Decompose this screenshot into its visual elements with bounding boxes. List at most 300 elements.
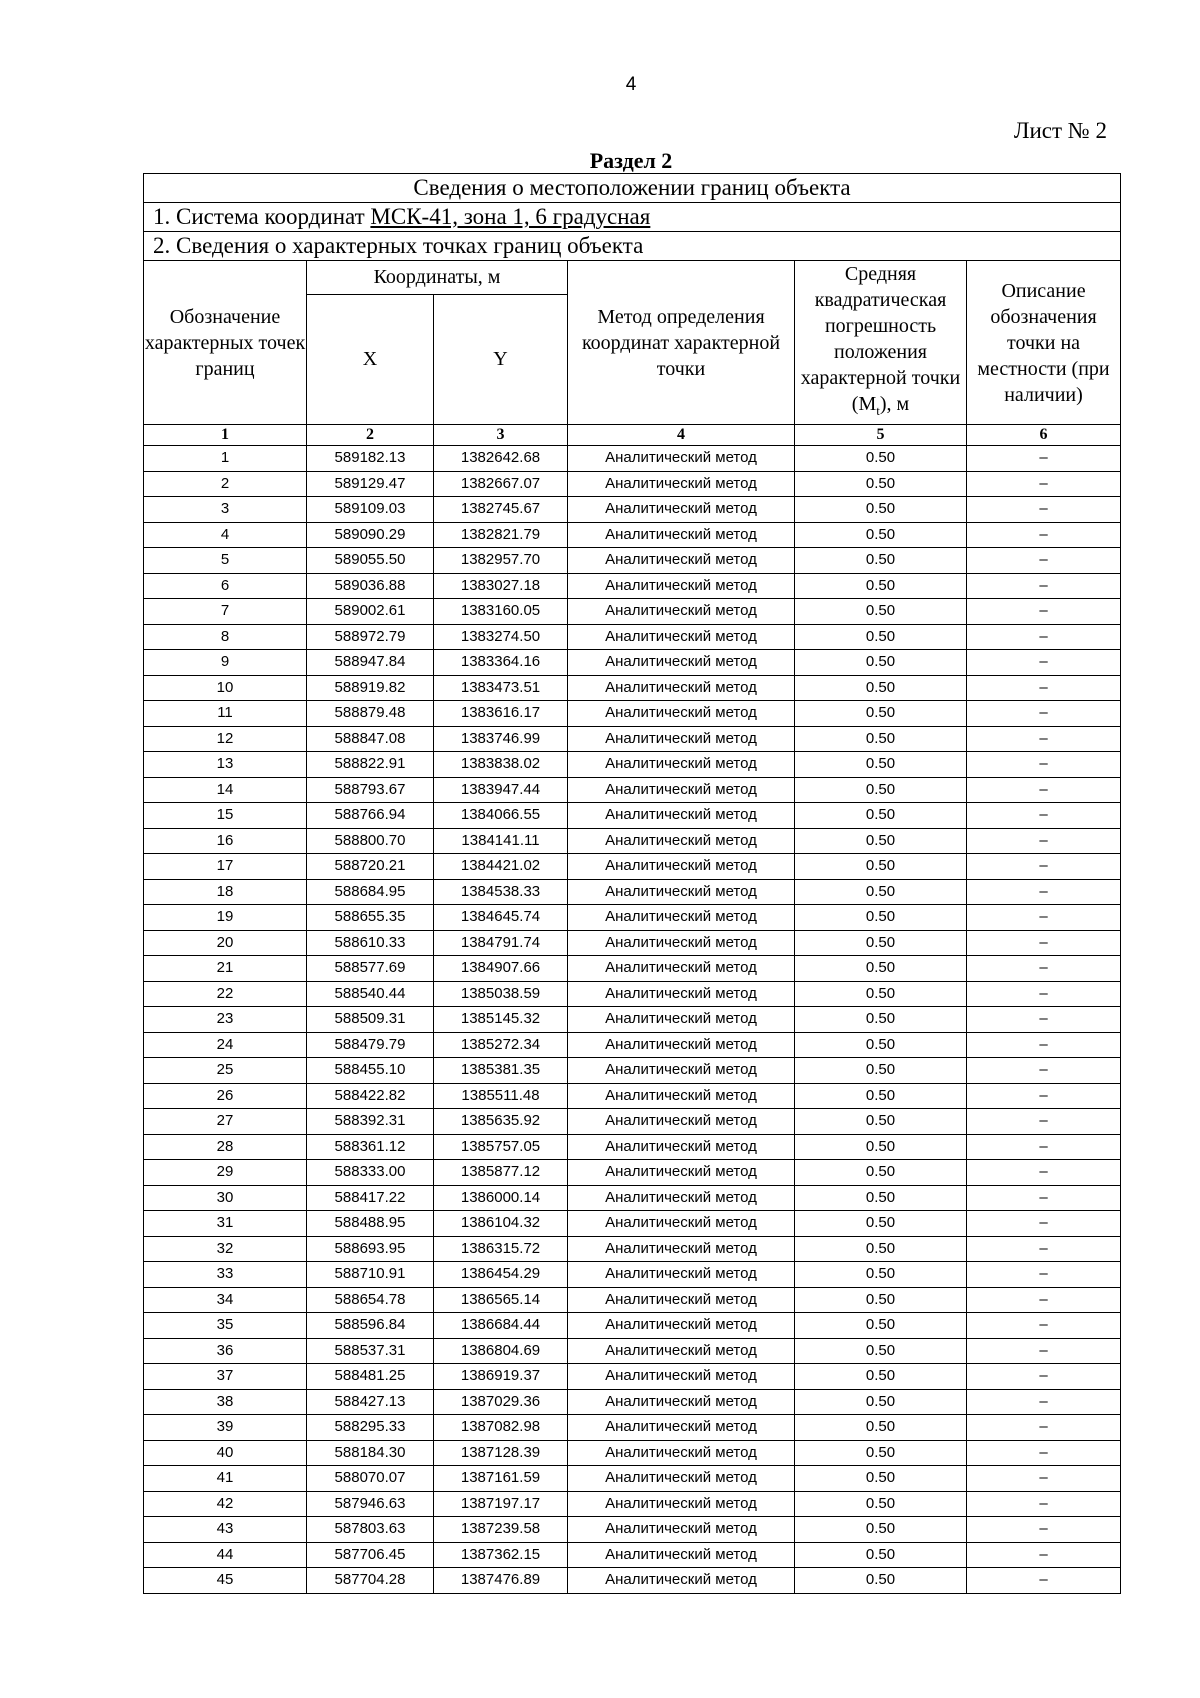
section-title: Раздел 2	[589, 148, 673, 173]
cell-x: 588655.35	[307, 905, 434, 931]
cell-x: 588800.70	[307, 828, 434, 854]
cell-error: 0.50	[795, 1542, 967, 1568]
cell-method: Аналитический метод	[568, 1491, 795, 1517]
cell-error: 0.50	[795, 1109, 967, 1135]
cell-method: Аналитический метод	[568, 1287, 795, 1313]
cell-point-number: 10	[144, 675, 307, 701]
cell-y: 1383473.51	[434, 675, 568, 701]
cell-point-number: 32	[144, 1236, 307, 1262]
cell-point-number: 15	[144, 803, 307, 829]
cell-description: –	[967, 854, 1121, 880]
table-row	[144, 828, 1121, 854]
cell-method: Аналитический метод	[568, 1083, 795, 1109]
cell-method: Аналитический метод	[568, 573, 795, 599]
cell-y: 1383274.50	[434, 624, 568, 650]
cell-description: –	[967, 1160, 1121, 1186]
cell-description: –	[967, 1517, 1121, 1543]
cell-method: Аналитический метод	[568, 828, 795, 854]
cell-y: 1386454.29	[434, 1262, 568, 1288]
cell-description: –	[967, 1134, 1121, 1160]
cell-y: 1383838.02	[434, 752, 568, 778]
cell-description: –	[967, 446, 1121, 472]
cell-error: 0.50	[795, 624, 967, 650]
table-row	[144, 1364, 1121, 1390]
cell-x: 588972.79	[307, 624, 434, 650]
cell-y: 1386804.69	[434, 1338, 568, 1364]
cell-description: –	[967, 726, 1121, 752]
cell-method: Аналитический метод	[568, 1542, 795, 1568]
cell-y: 1387029.36	[434, 1389, 568, 1415]
sheet-label: Лист № 2	[1013, 118, 1107, 143]
cell-method: Аналитический метод	[568, 905, 795, 931]
cell-method: Аналитический метод	[568, 854, 795, 880]
cell-description: –	[967, 1568, 1121, 1594]
cell-x: 588793.67	[307, 777, 434, 803]
cell-x: 588947.84	[307, 650, 434, 676]
cell-y: 1384066.55	[434, 803, 568, 829]
cell-x: 588184.30	[307, 1440, 434, 1466]
cell-point-number: 26	[144, 1083, 307, 1109]
table-body	[144, 446, 1121, 1594]
cell-x: 588822.91	[307, 752, 434, 778]
cell-point-number: 24	[144, 1032, 307, 1058]
table-row	[144, 803, 1121, 829]
cell-point-number: 11	[144, 701, 307, 727]
cell-description: –	[967, 1389, 1121, 1415]
cell-method: Аналитический метод	[568, 1440, 795, 1466]
cell-description: –	[967, 1364, 1121, 1390]
cell-error: 0.50	[795, 1338, 967, 1364]
header-method: Метод определения координат характерной точки	[568, 261, 795, 425]
cell-description: –	[967, 956, 1121, 982]
table-row	[144, 1542, 1121, 1568]
cell-method: Аналитический метод	[568, 1160, 795, 1186]
cell-method: Аналитический метод	[568, 1185, 795, 1211]
cell-description: –	[967, 1287, 1121, 1313]
cell-y: 1385635.92	[434, 1109, 568, 1135]
cell-method: Аналитический метод	[568, 624, 795, 650]
cell-description: –	[967, 828, 1121, 854]
cell-y: 1382745.67	[434, 497, 568, 523]
cell-y: 1387239.58	[434, 1517, 568, 1543]
cell-error: 0.50	[795, 828, 967, 854]
cell-method: Аналитический метод	[568, 1134, 795, 1160]
cell-error: 0.50	[795, 1236, 967, 1262]
header-description: Описание обозначения точки на местности (при наличии)	[967, 261, 1121, 425]
table-row	[144, 1211, 1121, 1237]
header-y: Y	[434, 294, 568, 424]
cell-method: Аналитический метод	[568, 1517, 795, 1543]
cell-x: 588070.07	[307, 1466, 434, 1492]
cell-error: 0.50	[795, 1007, 967, 1033]
column-number: 2	[307, 425, 434, 446]
cell-point-number: 8	[144, 624, 307, 650]
table-row	[144, 1032, 1121, 1058]
cell-error: 0.50	[795, 522, 967, 548]
table-row	[144, 1568, 1121, 1594]
cell-method: Аналитический метод	[568, 1415, 795, 1441]
cell-description: –	[967, 1338, 1121, 1364]
cell-method: Аналитический метод	[568, 726, 795, 752]
cell-method: Аналитический метод	[568, 1364, 795, 1390]
cell-y: 1387082.98	[434, 1415, 568, 1441]
cell-description: –	[967, 1491, 1121, 1517]
cell-y: 1385038.59	[434, 981, 568, 1007]
cell-error: 0.50	[795, 548, 967, 574]
table-row	[144, 956, 1121, 982]
cell-y: 1386104.32	[434, 1211, 568, 1237]
cell-point-number: 37	[144, 1364, 307, 1390]
cell-description: –	[967, 777, 1121, 803]
table-row	[144, 1440, 1121, 1466]
cell-point-number: 44	[144, 1542, 307, 1568]
cell-point-number: 31	[144, 1211, 307, 1237]
cell-x: 589090.29	[307, 522, 434, 548]
cell-point-number: 6	[144, 573, 307, 599]
page-number: 4	[625, 74, 637, 95]
cell-description: –	[967, 1262, 1121, 1288]
table-row	[144, 777, 1121, 803]
cell-y: 1383027.18	[434, 573, 568, 599]
table-row	[144, 573, 1121, 599]
cell-description: –	[967, 599, 1121, 625]
table-row	[144, 981, 1121, 1007]
cell-point-number: 20	[144, 930, 307, 956]
cell-method: Аналитический метод	[568, 1211, 795, 1237]
cell-y: 1384907.66	[434, 956, 568, 982]
header-x: X	[307, 294, 434, 424]
cell-x: 588422.82	[307, 1083, 434, 1109]
cell-y: 1387476.89	[434, 1568, 568, 1594]
cell-x: 588919.82	[307, 675, 434, 701]
cell-error: 0.50	[795, 956, 967, 982]
cell-method: Аналитический метод	[568, 701, 795, 727]
cell-x: 589036.88	[307, 573, 434, 599]
cell-error: 0.50	[795, 1364, 967, 1390]
column-number: 4	[568, 425, 795, 446]
cell-x: 588295.33	[307, 1415, 434, 1441]
cell-x: 588596.84	[307, 1313, 434, 1339]
cell-point-number: 21	[144, 956, 307, 982]
cell-method: Аналитический метод	[568, 471, 795, 497]
table-row	[144, 701, 1121, 727]
cell-description: –	[967, 497, 1121, 523]
table-subtitle: 2. Сведения о характерных точках границ объекта	[144, 232, 1121, 261]
cell-y: 1387362.15	[434, 1542, 568, 1568]
cell-error: 0.50	[795, 573, 967, 599]
cell-error: 0.50	[795, 752, 967, 778]
cell-description: –	[967, 573, 1121, 599]
cell-x: 588610.33	[307, 930, 434, 956]
cell-point-number: 43	[144, 1517, 307, 1543]
table-row	[144, 548, 1121, 574]
table-row	[144, 675, 1121, 701]
cell-y: 1386919.37	[434, 1364, 568, 1390]
cell-x: 588879.48	[307, 701, 434, 727]
cell-y: 1387161.59	[434, 1466, 568, 1492]
cell-y: 1386315.72	[434, 1236, 568, 1262]
table-row	[144, 599, 1121, 625]
cell-error: 0.50	[795, 650, 967, 676]
cell-description: –	[967, 675, 1121, 701]
cell-y: 1383746.99	[434, 726, 568, 752]
cell-error: 0.50	[795, 675, 967, 701]
cell-point-number: 42	[144, 1491, 307, 1517]
cell-x: 588720.21	[307, 854, 434, 880]
table-row	[144, 1160, 1121, 1186]
cell-point-number: 41	[144, 1466, 307, 1492]
cell-x: 588710.91	[307, 1262, 434, 1288]
cell-error: 0.50	[795, 1287, 967, 1313]
cell-method: Аналитический метод	[568, 981, 795, 1007]
cell-point-number: 34	[144, 1287, 307, 1313]
header-coordinates: Координаты, м	[307, 261, 568, 295]
coordinate-system-prefix: 1. Система координат	[153, 204, 365, 229]
cell-description: –	[967, 522, 1121, 548]
cell-description: –	[967, 1440, 1121, 1466]
cell-description: –	[967, 1007, 1121, 1033]
cell-description: –	[967, 1236, 1121, 1262]
cell-method: Аналитический метод	[568, 803, 795, 829]
cell-x: 589129.47	[307, 471, 434, 497]
cell-x: 588654.78	[307, 1287, 434, 1313]
table-row	[144, 1083, 1121, 1109]
cell-y: 1384421.02	[434, 854, 568, 880]
cell-x: 588537.31	[307, 1338, 434, 1364]
cell-description: –	[967, 879, 1121, 905]
cell-error: 0.50	[795, 1262, 967, 1288]
cell-method: Аналитический метод	[568, 599, 795, 625]
cell-description: –	[967, 1032, 1121, 1058]
cell-error: 0.50	[795, 879, 967, 905]
cell-point-number: 36	[144, 1338, 307, 1364]
cell-error: 0.50	[795, 1185, 967, 1211]
cell-error: 0.50	[795, 1160, 967, 1186]
cell-x: 589182.13	[307, 446, 434, 472]
cell-method: Аналитический метод	[568, 650, 795, 676]
cell-x: 588479.79	[307, 1032, 434, 1058]
cell-point-number: 30	[144, 1185, 307, 1211]
cell-error: 0.50	[795, 1389, 967, 1415]
table-row	[144, 1058, 1121, 1084]
cell-x: 589109.03	[307, 497, 434, 523]
cell-description: –	[967, 1415, 1121, 1441]
table-row	[144, 1491, 1121, 1517]
cell-point-number: 25	[144, 1058, 307, 1084]
cell-method: Аналитический метод	[568, 497, 795, 523]
cell-error: 0.50	[795, 1083, 967, 1109]
table-row	[144, 930, 1121, 956]
header-designation: Обозначение характерных точек границ	[144, 261, 307, 425]
cell-error: 0.50	[795, 726, 967, 752]
table-title: Сведения о местоположении границ объекта	[144, 174, 1121, 203]
cell-error: 0.50	[795, 446, 967, 472]
cell-y: 1383364.16	[434, 650, 568, 676]
cell-error: 0.50	[795, 497, 967, 523]
cell-x: 588684.95	[307, 879, 434, 905]
cell-y: 1386565.14	[434, 1287, 568, 1313]
cell-point-number: 19	[144, 905, 307, 931]
cell-point-number: 35	[144, 1313, 307, 1339]
column-number-row	[144, 425, 1121, 446]
cell-method: Аналитический метод	[568, 1032, 795, 1058]
cell-y: 1386684.44	[434, 1313, 568, 1339]
cell-x: 588766.94	[307, 803, 434, 829]
cell-x: 588361.12	[307, 1134, 434, 1160]
cell-x: 588333.00	[307, 1160, 434, 1186]
cell-description: –	[967, 1109, 1121, 1135]
cell-x: 588540.44	[307, 981, 434, 1007]
cell-error: 0.50	[795, 1568, 967, 1594]
cell-method: Аналитический метод	[568, 446, 795, 472]
cell-description: –	[967, 624, 1121, 650]
header-error-unit: ), м	[879, 393, 910, 415]
table-row	[144, 497, 1121, 523]
table-row	[144, 854, 1121, 880]
cell-y: 1383947.44	[434, 777, 568, 803]
cell-y: 1382667.07	[434, 471, 568, 497]
cell-y: 1384141.11	[434, 828, 568, 854]
cell-x: 588509.31	[307, 1007, 434, 1033]
cell-x: 588455.10	[307, 1058, 434, 1084]
cell-point-number: 38	[144, 1389, 307, 1415]
cell-y: 1385877.12	[434, 1160, 568, 1186]
cell-error: 0.50	[795, 1032, 967, 1058]
cell-x: 588481.25	[307, 1364, 434, 1390]
cell-description: –	[967, 1083, 1121, 1109]
cell-description: –	[967, 905, 1121, 931]
cell-point-number: 7	[144, 599, 307, 625]
cell-point-number: 23	[144, 1007, 307, 1033]
table-row	[144, 905, 1121, 931]
cell-x: 588392.31	[307, 1109, 434, 1135]
boundary-points-table	[143, 173, 1121, 1594]
cell-error: 0.50	[795, 1313, 967, 1339]
cell-method: Аналитический метод	[568, 1236, 795, 1262]
cell-point-number: 3	[144, 497, 307, 523]
cell-method: Аналитический метод	[568, 675, 795, 701]
cell-point-number: 17	[144, 854, 307, 880]
cell-method: Аналитический метод	[568, 956, 795, 982]
cell-error: 0.50	[795, 777, 967, 803]
table-row	[144, 879, 1121, 905]
cell-y: 1387197.17	[434, 1491, 568, 1517]
table-row	[144, 650, 1121, 676]
cell-error: 0.50	[795, 1134, 967, 1160]
cell-y: 1385272.34	[434, 1032, 568, 1058]
cell-x: 587946.63	[307, 1491, 434, 1517]
cell-y: 1383160.05	[434, 599, 568, 625]
table-row	[144, 1389, 1121, 1415]
cell-y: 1385381.35	[434, 1058, 568, 1084]
cell-description: –	[967, 981, 1121, 1007]
cell-error: 0.50	[795, 1491, 967, 1517]
cell-x: 589002.61	[307, 599, 434, 625]
table-row	[144, 1313, 1121, 1339]
cell-error: 0.50	[795, 1440, 967, 1466]
cell-error: 0.50	[795, 1058, 967, 1084]
cell-error: 0.50	[795, 701, 967, 727]
cell-x: 589055.50	[307, 548, 434, 574]
cell-point-number: 39	[144, 1415, 307, 1441]
cell-description: –	[967, 548, 1121, 574]
cell-point-number: 14	[144, 777, 307, 803]
column-number: 3	[434, 425, 568, 446]
table-row	[144, 726, 1121, 752]
cell-y: 1384538.33	[434, 879, 568, 905]
cell-error: 0.50	[795, 854, 967, 880]
cell-description: –	[967, 1211, 1121, 1237]
cell-x: 587706.45	[307, 1542, 434, 1568]
cell-x: 587803.63	[307, 1517, 434, 1543]
cell-error: 0.50	[795, 1415, 967, 1441]
column-number: 1	[144, 425, 307, 446]
table-row	[144, 1236, 1121, 1262]
cell-x: 588427.13	[307, 1389, 434, 1415]
cell-y: 1387128.39	[434, 1440, 568, 1466]
cell-error: 0.50	[795, 1466, 967, 1492]
coordinate-system-row	[144, 203, 1121, 232]
cell-y: 1382957.70	[434, 548, 568, 574]
cell-method: Аналитический метод	[568, 1389, 795, 1415]
cell-y: 1383616.17	[434, 701, 568, 727]
table-row	[144, 624, 1121, 650]
cell-method: Аналитический метод	[568, 752, 795, 778]
cell-method: Аналитический метод	[568, 522, 795, 548]
cell-description: –	[967, 650, 1121, 676]
cell-point-number: 16	[144, 828, 307, 854]
cell-method: Аналитический метод	[568, 548, 795, 574]
table-row	[144, 752, 1121, 778]
table-row	[144, 471, 1121, 497]
cell-description: –	[967, 752, 1121, 778]
coordinate-system-value: МСК-41, зона 1, 6 градусная	[370, 204, 651, 229]
header-error-text: Средняя квадратическая погрешность положения характерной точки (M	[800, 263, 961, 415]
cell-y: 1382821.79	[434, 522, 568, 548]
cell-method: Аналитический метод	[568, 1313, 795, 1339]
table-row	[144, 1517, 1121, 1543]
cell-point-number: 2	[144, 471, 307, 497]
cell-description: –	[967, 1313, 1121, 1339]
column-number: 5	[795, 425, 967, 446]
cell-y: 1384791.74	[434, 930, 568, 956]
cell-point-number: 33	[144, 1262, 307, 1288]
cell-x: 588577.69	[307, 956, 434, 982]
table-row	[144, 522, 1121, 548]
cell-description: –	[967, 1058, 1121, 1084]
cell-x: 588417.22	[307, 1185, 434, 1211]
cell-point-number: 27	[144, 1109, 307, 1135]
cell-error: 0.50	[795, 905, 967, 931]
cell-error: 0.50	[795, 471, 967, 497]
cell-point-number: 18	[144, 879, 307, 905]
column-number: 6	[967, 425, 1121, 446]
cell-x: 588693.95	[307, 1236, 434, 1262]
cell-x: 587704.28	[307, 1568, 434, 1594]
cell-description: –	[967, 471, 1121, 497]
cell-method: Аналитический метод	[568, 1568, 795, 1594]
table-row	[144, 1262, 1121, 1288]
cell-method: Аналитический метод	[568, 1466, 795, 1492]
cell-y: 1385145.32	[434, 1007, 568, 1033]
cell-method: Аналитический метод	[568, 1262, 795, 1288]
cell-error: 0.50	[795, 1517, 967, 1543]
cell-method: Аналитический метод	[568, 1058, 795, 1084]
header-error-subscript: t	[876, 403, 880, 418]
cell-point-number: 28	[144, 1134, 307, 1160]
cell-method: Аналитический метод	[568, 1338, 795, 1364]
cell-description: –	[967, 930, 1121, 956]
